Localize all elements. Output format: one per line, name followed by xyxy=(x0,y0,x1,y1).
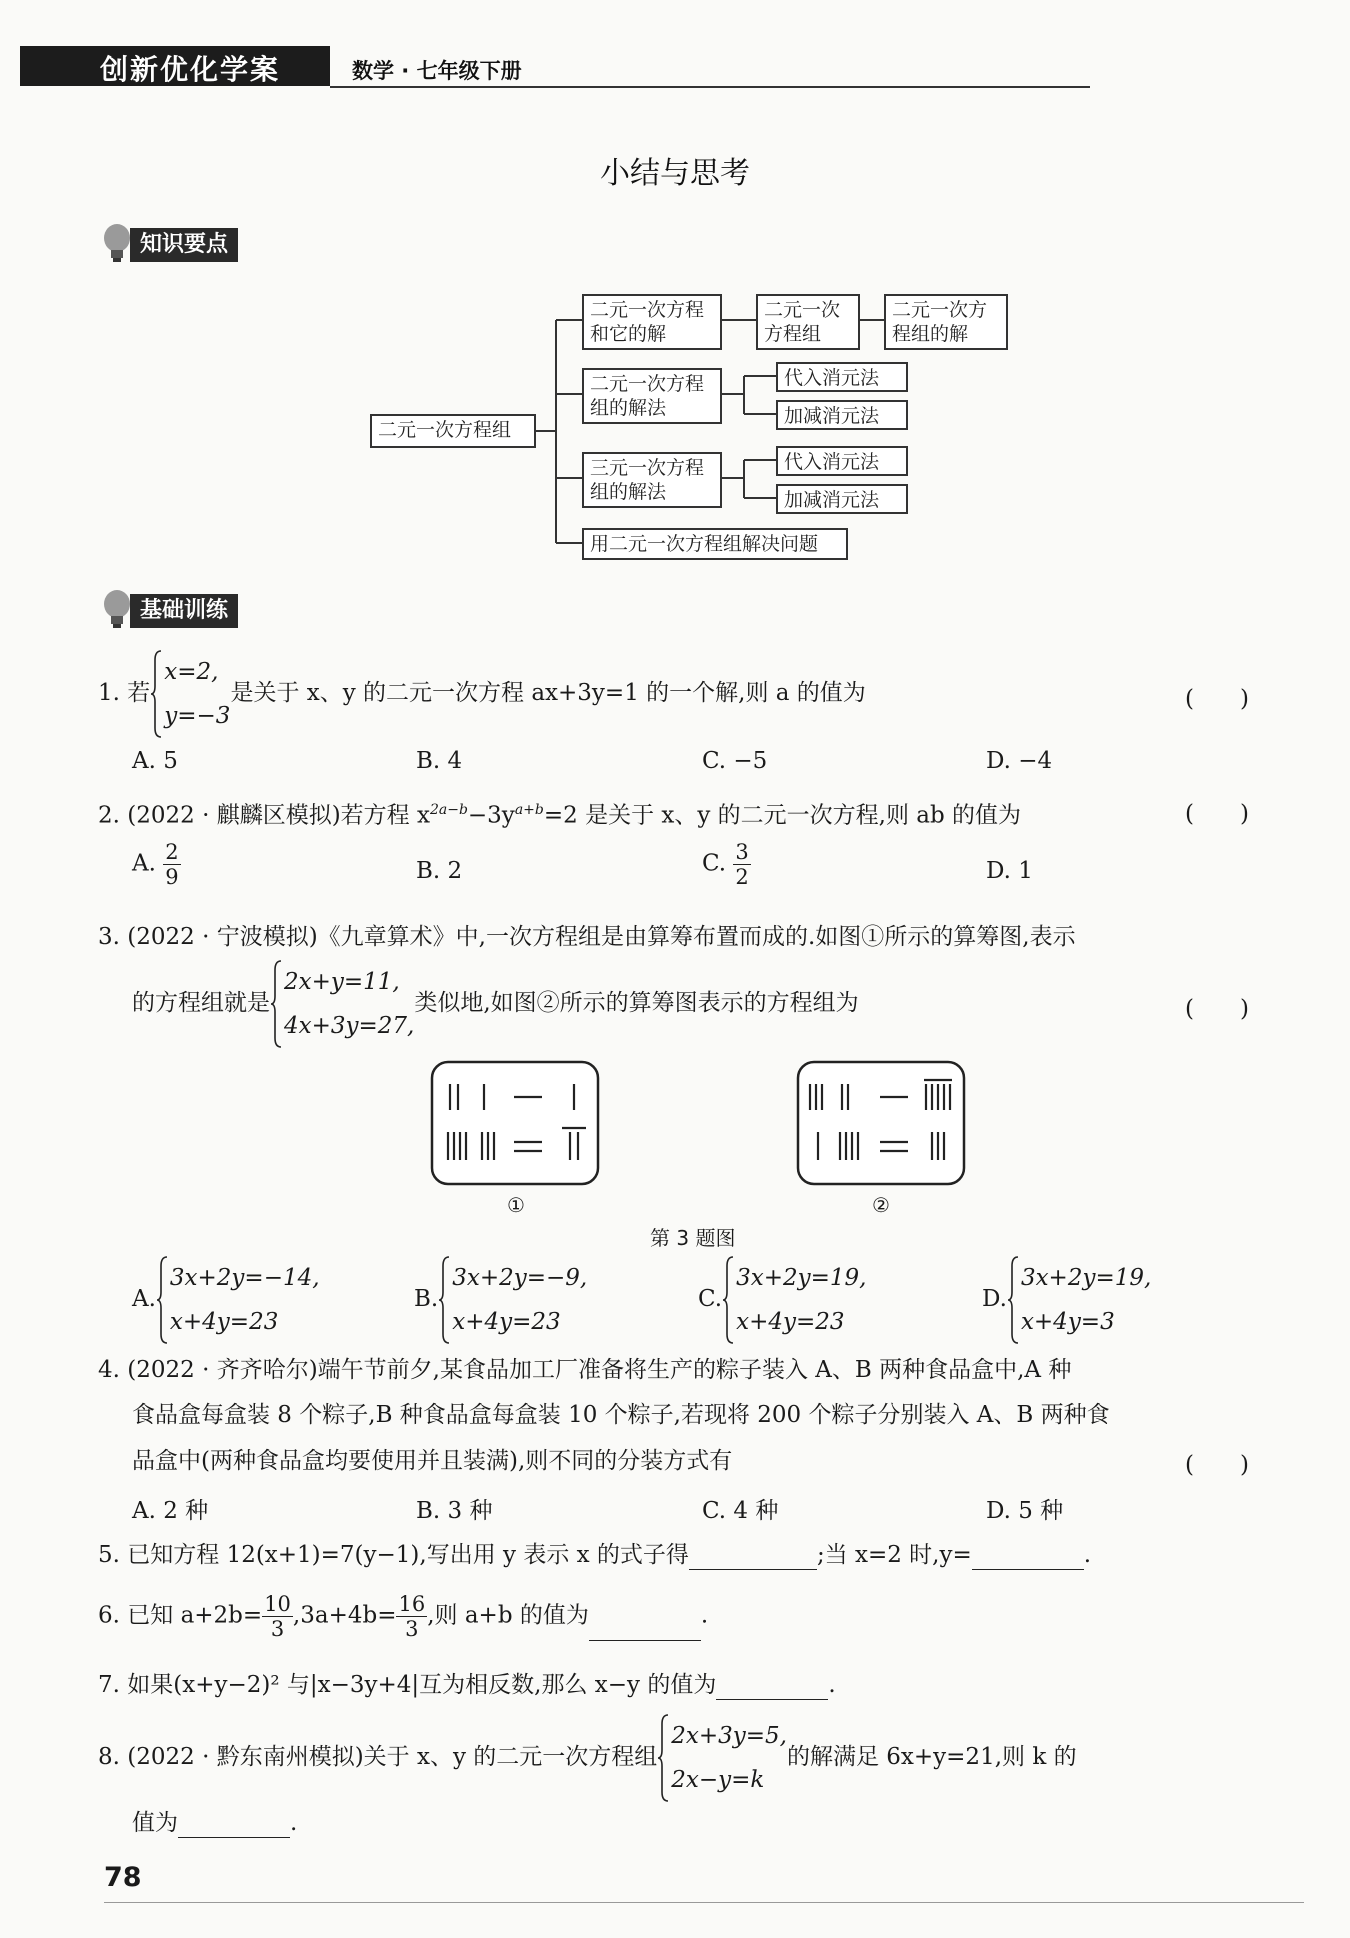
q8-eq1: 2x+3y=5, xyxy=(671,1723,787,1749)
q3-option-c xyxy=(698,1256,866,1344)
q2-option-a xyxy=(132,840,181,889)
q6-fraction-1 xyxy=(262,1592,293,1641)
q8-text-c: 值为 xyxy=(132,1810,178,1836)
q6-text-d: . xyxy=(700,1602,709,1629)
concept-b3-sub2-label: 加减消元法 xyxy=(784,489,880,511)
q2-text-b: −3y xyxy=(467,802,515,829)
concept-b2-sub1-label: 代入消元法 xyxy=(784,367,880,389)
section-label: 基础训练 xyxy=(130,594,238,628)
concept-b3-sub2 xyxy=(776,484,908,514)
equation: x+4y=23 xyxy=(452,1309,561,1335)
q3-system xyxy=(270,960,414,1048)
footer-rule xyxy=(104,1902,1304,1903)
concept-b2-sub2 xyxy=(776,400,908,430)
equation: 3x+2y=−9, xyxy=(452,1265,588,1291)
q2-text-c: =2 是关于 x、y 的二元一次方程,则 ab 的值为 xyxy=(543,802,1022,829)
concept-b2 xyxy=(582,368,722,424)
q1-option-d: D. −4 xyxy=(986,748,1053,774)
q2-exponent-1: 2a−b xyxy=(429,802,468,818)
q1-option-c: C. −5 xyxy=(702,748,768,774)
concept-b1-next-line2: 方程组 xyxy=(764,323,822,345)
q2-answer-paren: ( ) xyxy=(1185,801,1249,827)
q2-option-c-fraction xyxy=(733,840,750,889)
q1-system xyxy=(150,650,230,738)
q3-option-b xyxy=(414,1256,587,1344)
q1-option-b: B. 4 xyxy=(416,748,463,774)
question-2 xyxy=(98,795,1021,831)
concept-b1-next xyxy=(756,294,860,350)
fraction-numerator: 10 xyxy=(264,1592,291,1616)
q7-text-a: 7. 如果(x+y−2)² 与|x−3y+4|互为相反数,那么 x−y 的值为 xyxy=(98,1672,717,1698)
equation: x+4y=23 xyxy=(169,1309,279,1335)
equation: 3x+2y=19, xyxy=(1020,1265,1152,1291)
q3-option-c-label: C. xyxy=(698,1286,723,1312)
q1-answer-paren: ( ) xyxy=(1185,686,1249,712)
brand-title: 创新优化学案 xyxy=(100,53,281,86)
concept-b1-next2-line2: 程组的解 xyxy=(892,323,969,345)
q4-line-3: 品盒中(两种食品盒均要使用并且装满),则不同的分装方式有 xyxy=(132,1448,733,1474)
q4-option-d: D. 5 种 xyxy=(986,1498,1064,1524)
fraction-denominator: 3 xyxy=(270,1617,285,1641)
fraction-numerator: 2 xyxy=(165,840,179,864)
concept-b1-line2: 和它的解 xyxy=(590,323,667,345)
q2-text-a: 2. (2022 · 麒麟区模拟)若方程 x xyxy=(98,802,430,829)
brace-icon xyxy=(722,1256,734,1344)
page-number: 78 xyxy=(104,1862,142,1893)
page-title: 小结与思考 xyxy=(600,156,750,191)
concept-b1-next2-line1: 二元一次方 xyxy=(892,299,988,321)
q3-option-d xyxy=(982,1256,1151,1344)
concept-b2-line1: 二元一次方程 xyxy=(590,373,705,395)
counting-rod-figure-2 xyxy=(796,1060,968,1188)
q3-answer-paren: ( ) xyxy=(1185,996,1249,1022)
concept-b3 xyxy=(582,452,722,508)
figure-caption: 第 3 题图 xyxy=(650,1226,736,1250)
q4-option-a: A. 2 种 xyxy=(132,1498,209,1524)
q2-option-a-label: A. xyxy=(132,850,156,877)
fraction-denominator: 9 xyxy=(165,865,179,889)
q1-eq1: x=2, xyxy=(164,659,219,685)
q6-text-a: 6. 已知 a+2b= xyxy=(98,1602,263,1629)
q8-answer-blank[interactable] xyxy=(178,1813,290,1838)
q3-eq1: 2x+y=11, xyxy=(284,969,400,995)
question-7 xyxy=(98,1670,836,1700)
concept-b3-sub1 xyxy=(776,446,908,476)
q6-fraction-2 xyxy=(396,1592,427,1641)
q5-text-c: . xyxy=(1083,1542,1092,1568)
q5-answer-blank-2[interactable] xyxy=(972,1545,1084,1570)
section-label: 知识要点 xyxy=(130,228,238,262)
equation: 3x+2y=19, xyxy=(736,1265,867,1291)
q6-text-b: ,3a+4b= xyxy=(292,1602,397,1629)
brace-icon xyxy=(1007,1256,1019,1344)
q2-option-c xyxy=(702,840,751,889)
brace-icon xyxy=(657,1714,669,1802)
q3-option-d-system xyxy=(1007,1256,1151,1344)
equation: 3x+2y=−14, xyxy=(169,1265,320,1291)
q3-option-a xyxy=(132,1256,320,1344)
q2-option-b: B. 2 xyxy=(416,858,463,884)
brace-icon xyxy=(438,1256,450,1344)
q6-answer-blank[interactable] xyxy=(589,1616,701,1641)
question-6 xyxy=(98,1592,708,1641)
fraction-numerator: 16 xyxy=(398,1592,426,1616)
brace-icon xyxy=(150,650,162,738)
figure-2-label: ② xyxy=(872,1193,890,1217)
q6-text-c: ,则 a+b 的值为 xyxy=(427,1602,589,1629)
q8-text-d: . xyxy=(290,1810,298,1836)
q3-option-b-system xyxy=(438,1256,587,1344)
q7-answer-blank[interactable] xyxy=(716,1675,828,1700)
q3-eq2: 4x+3y=27, xyxy=(284,1013,415,1039)
concept-b4-label: 用二元一次方程组解决问题 xyxy=(590,533,819,555)
q5-answer-blank-1[interactable] xyxy=(689,1545,817,1570)
concept-b1-line1: 二元一次方程 xyxy=(590,299,705,321)
q3-line-1: 3. (2022 · 宁波模拟)《九章算术》中,一次方程组是由算筹布置而成的.如图①所示的算筹图,表示 xyxy=(98,924,1076,950)
concept-root-label: 二元一次方程组 xyxy=(378,419,512,441)
q4-option-b: B. 3 种 xyxy=(416,1498,493,1524)
brace-icon xyxy=(270,960,282,1048)
q5-text-b: ;当 x=2 时,y= xyxy=(816,1542,972,1568)
fraction-denominator: 3 xyxy=(405,1617,419,1641)
lightbulb-icon xyxy=(100,588,134,630)
concept-b2-line2: 组的解法 xyxy=(590,397,667,419)
concept-b3-sub1-label: 代入消元法 xyxy=(784,451,880,473)
q3-line-2-a: 的方程组就是 xyxy=(132,990,270,1016)
concept-b2-sub1 xyxy=(776,362,908,392)
concept-b1-next2 xyxy=(884,294,1008,350)
equation: x+4y=3 xyxy=(1020,1309,1115,1335)
concept-b2-sub2-label: 加减消元法 xyxy=(784,405,880,427)
q2-option-a-fraction xyxy=(163,840,180,889)
concept-b1 xyxy=(582,294,722,350)
q3-line-2 xyxy=(132,960,859,1048)
q4-answer-paren: ( ) xyxy=(1185,1452,1249,1478)
q2-option-c-label: C. xyxy=(702,850,727,877)
question-8 xyxy=(98,1714,1077,1802)
q8-text-b: 的解满足 6x+y=21,则 k 的 xyxy=(786,1744,1077,1770)
brace-icon xyxy=(156,1256,168,1344)
q5-text-a: 5. 已知方程 12(x+1)=7(y−1),写出用 y 表示 x 的式子得 xyxy=(98,1542,689,1568)
q3-option-b-label: B. xyxy=(414,1286,439,1312)
q1-option-a: A. 5 xyxy=(132,748,178,774)
q1-text: 是关于 x、y 的二元一次方程 ax+3y=1 的一个解,则 a 的值为 xyxy=(230,680,866,706)
q4-option-c: C. 4 种 xyxy=(702,1498,779,1524)
concept-root xyxy=(370,414,536,448)
q7-text-b: . xyxy=(828,1672,836,1698)
counting-rod-figure-1 xyxy=(430,1060,602,1188)
q4-line-2: 食品盒每盒装 8 个粽子,B 种食品盒每盒装 10 个粽子,若现将 200 个粽子分别装入 A、B 两种食 xyxy=(132,1402,1110,1428)
q2-exponent-2: a+b xyxy=(514,802,544,818)
q3-line-2-b: 类似地,如图②所示的算筹图表示的方程组为 xyxy=(414,990,859,1016)
fraction-denominator: 2 xyxy=(735,865,749,889)
book-title: 数学 · 七年级下册 xyxy=(352,59,522,83)
concept-map xyxy=(0,0,1350,600)
question-1 xyxy=(98,650,866,738)
concept-b1-next-line1: 二元一次 xyxy=(764,299,841,321)
q1-number: 1. 若 xyxy=(98,680,151,706)
q4-line-1: 4. (2022 · 齐齐哈尔)端午节前夕,某食品加工厂准备将生产的粽子装入 A、B 两种食品盒中,A 种 xyxy=(98,1357,1072,1383)
concept-b4 xyxy=(582,528,848,560)
concept-b3-line2: 组的解法 xyxy=(590,481,667,503)
q3-option-a-label: A. xyxy=(132,1286,156,1312)
q1-eq2: y=−3 xyxy=(164,703,231,729)
equation: x+4y=23 xyxy=(736,1309,845,1335)
question-5 xyxy=(98,1540,1091,1570)
q8-system xyxy=(657,1714,787,1802)
q3-option-c-system xyxy=(722,1256,866,1344)
concept-b3-line1: 三元一次方程 xyxy=(590,457,705,479)
q3-option-d-label: D. xyxy=(982,1286,1007,1312)
q3-option-a-system xyxy=(156,1256,320,1344)
figure-1-label: ① xyxy=(507,1193,525,1217)
question-8-continued xyxy=(132,1808,297,1838)
fraction-numerator: 3 xyxy=(735,840,749,864)
q2-option-d: D. 1 xyxy=(986,858,1033,884)
q8-eq2: 2x−y=k xyxy=(671,1767,765,1793)
q8-text-a: 8. (2022 · 黔东南州模拟)关于 x、y 的二元一次方程组 xyxy=(98,1744,658,1770)
